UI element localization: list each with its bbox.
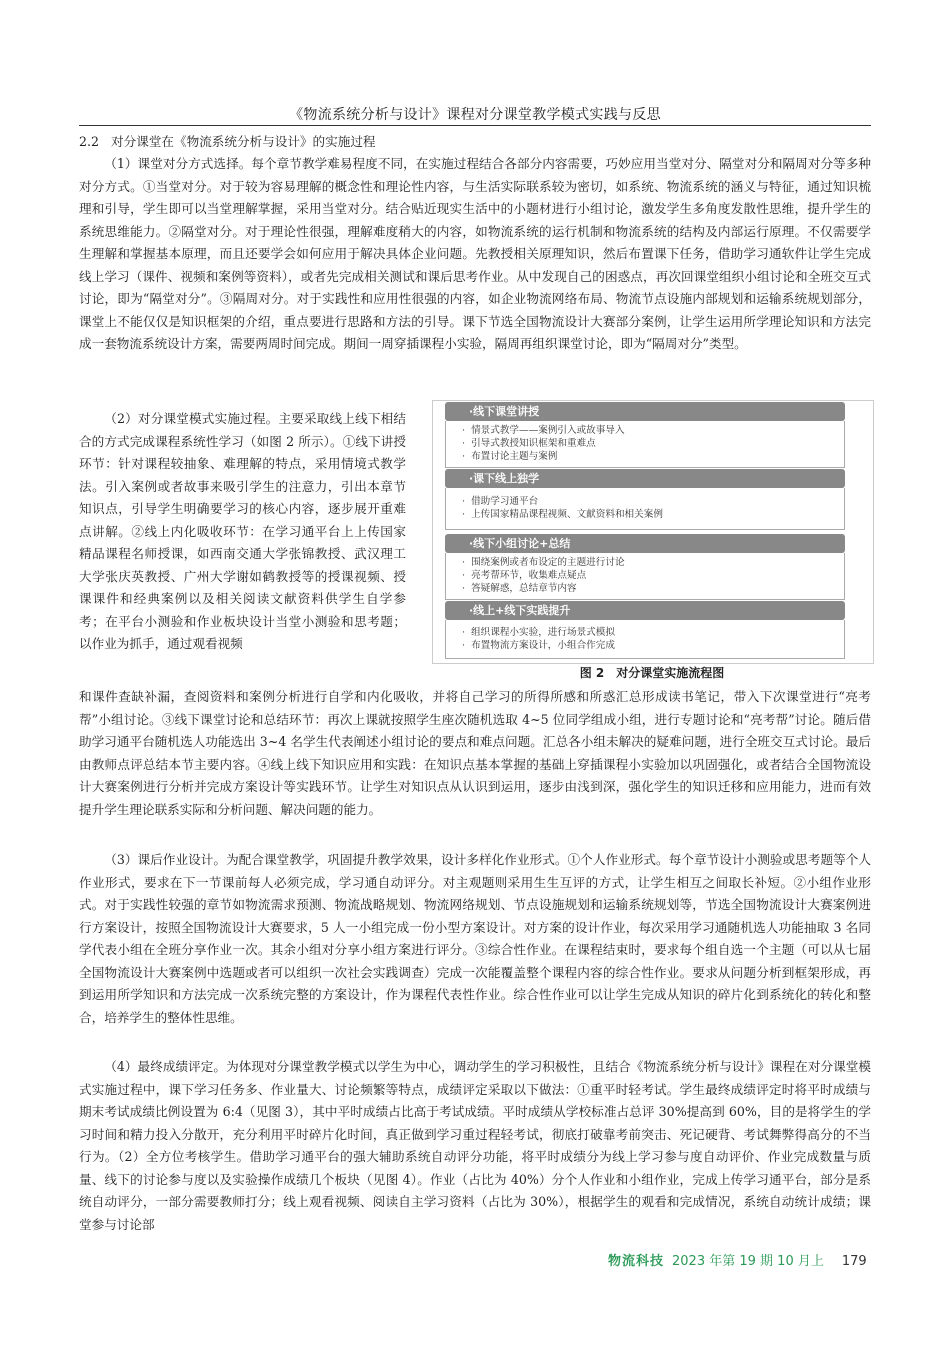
figure-item: · 围绕案例或者布设定的主题进行讨论 <box>462 556 844 569</box>
figure-section-items <box>445 620 845 659</box>
paragraph-4: （4）最终成绩评定。为体现对分课堂教学模式以学生为中心，调动学生的学习积极性，且结合《物流系统分析与设计》课程在对分课堂模式实施过程中，课下学习任务多、作业量大、讨论频繁等特点，成绩评定采取以下做法：①重平时轻考试。学生最终成绩评定时将平时成绩与期末考试成绩比例设置为 6:4（见图 3），其中平时成绩占比高于考试成绩。平时成绩从学校标准占总评 30%提高到 60%，目的是将学生的学习时间和精力投入分散开，充分利用平时碎片化时间，真正做到学习重过程轻考试，彻底打破靠考前突击、死记硬背、考试舞弊得高分的不当行为。（2）全方位考核学生。借助学习通平台的强大辅助系统自动评分功能，将平时成绩分为线上学习参与度自动评价、作业完成数量与质量、线下的讨论参与度以及实验操作成绩几个板块（见图 4）。作业（占比为 40%）分个人作业和小组作业，完成上传学习通平台，部分是系统自动评分，一部分需要教师打分；线上观看视频、阅读自主学习资料（占比为 30%），根据学生的观看和完成情况，系统自动统计成绩；课堂参与讨论部 <box>79 1059 871 1232</box>
section-number: 2.2 <box>79 134 100 149</box>
figure-caption: 图 2 对分课堂实施流程图 <box>579 666 725 680</box>
page-footer <box>608 1250 867 1269</box>
figure-section-3 <box>445 534 845 600</box>
section-title: 对分课堂在《物流系统分析与设计》的实施过程 <box>111 134 376 149</box>
figure-item: · 组织课程小实验，进行场景式模拟 <box>462 626 844 639</box>
figure-section-items <box>445 421 845 468</box>
figure-section-title: ·线上+线下实践提升 <box>445 601 845 620</box>
paragraph-2-bottom: 和课件查缺补漏，查阅资料和案例分析进行自学和内化吸收，并将自己学习的所得所感和所惑汇总形成读书笔记，带入下次课堂进行“亮考帮”小组讨论。③线下课堂讨论和总结环节：再次上课就按照学生座次随机选取 4~5 位同学组成小组，进行专题讨论和“亮考帮”讨论。随后借助学习通平台随机选人功能选出 3~4 名学生代表阐述小组讨论的要点和难点问题。汇总各小组未解决的疑难问题，进行全班交互式讨论。最后由教师点评总结本节主要内容。④线上线下知识应用和实践：在知识点基本掌握的基础上穿插课程小实验加以巩固强化，或者结合全国物流设计大赛案例进行分析并完成方案设计等实践环节。让学生对知识点从认识到运用，逐步由浅到深，强化学生的知识迁移和应用能力，进而有效提升学生理论联系实际和分析问题、解决问题的能力。 <box>79 689 871 817</box>
paragraph-2-top: （2）对分课堂模式实施过程。主要采取线上线下相结合的方式完成课程系统性学习（如图 2 所示）。①线下讲授环节：针对课程较抽象、难理解的特点，采用情境式教学法。引入案例或者故事来吸引学生的注意力，引出本章节知识点，引导学生明确要学习的核心内容，逐步展开重难点讲解。②线上内化吸收环节：在学习通平台上上传国家精品课程名师授课，如西南交通大学张锦教授、武汉理工大学张庆英教授、广州大学谢如鹤教授等的授课视频、授课课件和经典案例以及相关阅读文献资料供学生自学参考；在平台小测验和作业板块设计当堂小测验和思考题；以作业为抓手，通过观看视频 <box>79 411 406 651</box>
figure-section-title: ·线下小组讨论+总结 <box>445 534 845 553</box>
figure-item: · 借助学习通平台 <box>462 495 844 508</box>
figure-section-title: ·线下课堂讲授 <box>445 402 845 421</box>
figure-item: · 上传国家精品课程视频、文献资料和相关案例 <box>462 508 844 521</box>
page-number: 179 <box>841 1254 867 1269</box>
figure-section-2 <box>445 469 845 530</box>
paragraph-1: （1）课堂对分方式选择。每个章节教学难易程度不同，在实施过程结合各部分内容需要，巧妙应用当堂对分、隔堂对分和隔周对分等多种对分方式。①当堂对分。对于较为容易理解的概念性和理论性内容，与生活实际联系较为密切，如系统、物流系统的涵义与特征，通过知识梳理和引导，学生即可以当堂理解掌握，采用当堂对分。结合贴近现实生活中的小题材进行小组讨论，激发学生多角度发散性思维，提升学生的系统思维能力。②隔堂对分。对于理论性很强，理解难度稍大的内容，如物流系统的运行机制和物流系统的结构及内部运行原理。不仅需要学生理解和掌握基本原理，而且还要学会如何应用于解决具体企业问题。先教授相关原理知识，然后布置课下任务，借助学习通软件让学生完成线上学习（课件、视频和案例等资料），或者先完成相关测试和课后思考作业。从中发现自己的困惑点，再次回课堂组织小组讨论和全班交互式讨论，即为“隔堂对分”。③隔周对分。对于实践性和应用性很强的内容，如企业物流网络布局、物流节点设施内部规划和运输系统规划部分，课堂上不能仅仅是知识框架的介绍，重点要进行思路和方法的引导。课下节选全国物流设计大赛部分案例，让学生运用所学理论知识和方法完成一套物流系统设计方案，需要两周时间完成。期间一周穿插课程小实验，隔周再组织课堂讨论，即为“隔周对分”类型。 <box>79 156 871 351</box>
running-title: 《物流系统分析与设计》课程对分课堂教学模式实践与反思 <box>289 107 661 123</box>
figure-item: · 布置物流方案设计，小组合作完成 <box>462 639 844 652</box>
figure-section-items <box>445 488 845 530</box>
journal-name: 物流科技 <box>608 1254 665 1269</box>
figure-section-1 <box>445 402 845 468</box>
figure-item: · 情景式教学——案例引入或故事导入 <box>462 424 844 437</box>
figure-item: · 答疑解惑，总结章节内容 <box>462 582 844 595</box>
figure-2 <box>432 400 874 664</box>
figure-item: · 引导式教授知识框架和重难点 <box>462 437 844 450</box>
journal-issue: 2023 年第 19 期 10 月上 <box>672 1254 824 1269</box>
figure-section-4 <box>445 601 845 659</box>
figure-section-items <box>445 553 845 600</box>
figure-section-title: ·课下线上独学 <box>445 469 845 488</box>
figure-item: · 亮考帮环节，收集难点疑点 <box>462 569 844 582</box>
header-rule <box>79 125 871 126</box>
figure-item: · 布置讨论主题与案例 <box>462 450 844 463</box>
section-heading <box>79 131 376 154</box>
paragraph-3: （3）课后作业设计。为配合课堂教学，巩固提升教学效果，设计多样化作业形式。①个人作业形式。每个章节设计小测验或思考题等个人作业形式，要求在下一节课前每人必须完成，学习通自动评分。对主观题则采用生生互评的方式，让学生相互之间取长补短。②小组作业形式。对于实践性较强的章节如物流需求预测、物流战略规划、物流网络规划、节点设施规划和运输系统规划等，节选全国物流设计大赛案例进行方案设计，按照全国物流设计大赛要求，5 人一小组完成一份小型方案设计。对方案的设计作业，每次采用学习通随机选人功能抽取 3 名同学代表小组在全班分享作业一次。其余小组对分享小组方案进行评分。③综合性作业。在课程结束时，要求每个组自选一个主题（可以从七届全国物流设计大赛案例中选题或者可以组织一次社会实践调查）完成一次能覆盖整个课程内容的综合性作业。要求从问题分析到框架形成，再到运用所学知识和方法完成一次系统完整的方案设计，作为课程代表性作业。综合性作业可以让学生完成从知识的碎片化到系统化的转化和整合，培养学生的整体性思维。 <box>79 852 871 1025</box>
